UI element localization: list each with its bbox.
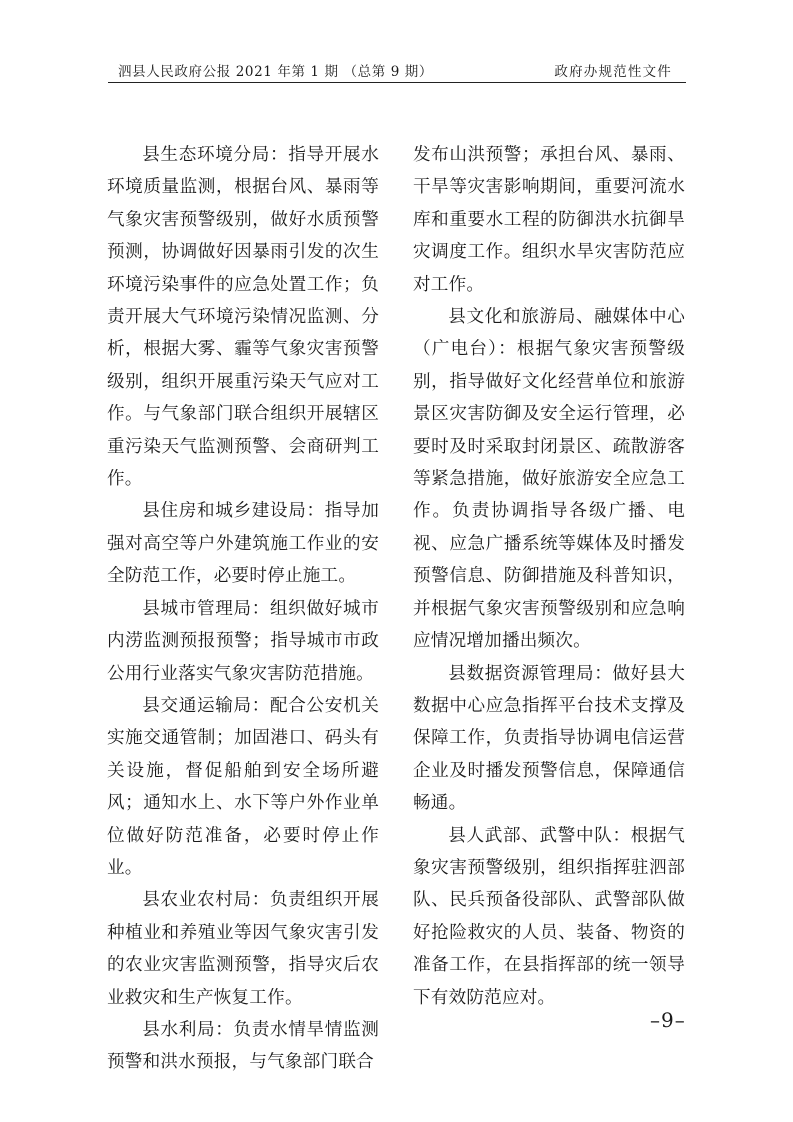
paragraph: 县数据资源管理局：做好县大数据中心应急指挥平台技术支撑及保障工作，负责指导协调电信运营企业及时播发预警信息，保障通信畅通。 <box>413 663 685 814</box>
paragraph-continuation: 发布山洪预警；承担台风、暴雨、干旱等灾害影响期间，重要河流水库和重要水工程的防御洪水抗御旱灾调度工作。组织水旱灾害防范应对工作。 <box>413 145 685 295</box>
header-section-title: 政府办规范性文件 <box>554 64 672 80</box>
text-column-left <box>107 139 379 1079</box>
page-number: –9– <box>650 1008 686 1032</box>
text-column-right <box>413 139 685 1014</box>
paragraph: 县生态环境分局：指导开展水环境质量监测，根据台风、暴雨等气象灾害预警级别，做好水质预警预测，协调做好因暴雨引发的次生环境污染事件的应急处置工作；负责开展大气环境污染情况监测、分析，根据大雾、霾等气象灾害预警级别，组织开展重污染天气应对工作。与气象部门联合组织开展辖区重污染天气监测预警、会商研判工作。 <box>107 145 379 490</box>
paragraph: 县农业农村局：负责组织开展种植业和养殖业等因气象灾害引发的农业灾害监测预警，指导灾后农业救灾和生产恢复工作。 <box>107 890 379 1008</box>
header-divider <box>108 82 686 83</box>
header-publication-title: 泗县人民政府公报 2021 年第 1 期 （总第 9 期） <box>118 64 433 80</box>
paragraph: 县交通运输局：配合公安机关实施交通管制；加固港口、码头有关设施，督促船舶到安全场所避风；通知水上、水下等户外作业单位做好防范准备，必要时停止作业。 <box>107 695 379 878</box>
paragraph: 县人武部、武警中队：根据气象灾害预警级别，组织指挥驻泗部队、民兵预备役部队、武警部队做好抢险救灾的人员、装备、物资的准备工作，在县指挥部的统一领导下有效防范应对。 <box>413 825 685 1008</box>
paragraph: 县住房和城乡建设局：指导加强对高空等户外建筑施工作业的安全防范工作，必要时停止施工。 <box>107 501 379 587</box>
paragraph: 县水利局：负责水情旱情监测预警和洪水预报，与气象部门联合 <box>107 1019 379 1073</box>
running-header <box>108 58 686 84</box>
paragraph: 县文化和旅游局、融媒体中心（广电台）：根据气象灾害预警级别，指导做好文化经营单位和旅游景区灾害防御及安全运行管理，必要时及时采取封闭景区、疏散游客等紧急措施，做好旅游安全应急工作。负责协调指导各级广播、电视、应急广播系统等媒体及时播发预警信息、防御措施及科普知识，并根据气象灾害预警级别和应急响应情况增加播出频次。 <box>413 307 685 652</box>
paragraph: 县城市管理局：组织做好城市内涝监测预报预警；指导城市市政公用行业落实气象灾害防范措施。 <box>107 598 379 684</box>
